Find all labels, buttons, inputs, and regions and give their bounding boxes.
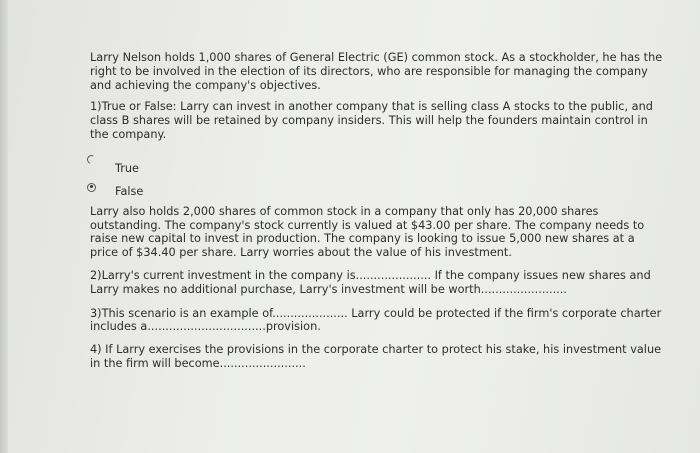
intro-text: Larry Nelson holds 1,000 shares of General Electric (GE) common stock. As a stockholder, he has the right to be involved in the election of its directors, who are responsible for managing the company and achieving the company's objectives. <box>90 51 663 92</box>
option-false-label: False <box>115 184 144 198</box>
radio-selected-icon[interactable] <box>87 183 96 192</box>
radio-unselected-icon[interactable] <box>86 154 98 166</box>
option-false[interactable] <box>90 179 665 205</box>
question-1-text: 1)True or False: Larry can invest in another company that is selling class A stocks to the public, and class B shares will be retained by company insiders. This will help the founders maintain control in the company. <box>90 100 653 141</box>
page-edge-shadow <box>0 0 8 453</box>
option-true[interactable] <box>90 156 665 179</box>
option-true-label: True <box>115 161 139 175</box>
question-2-text: 2)Larry's current investment in the company is..................... If the company issues new shares and Larry makes no additional purchase, Larry's investment will be worth........................ <box>90 268 651 296</box>
scenario-text: Larry also holds 2,000 shares of common stock in a company that only has 20,000 shares outstanding. The company's stock currently is valued at $43.00 per share. The company needs to raise new capital to invest in production. The company is looking to issue 5,000 new shares at a price of $34.40 per share. Larry worries about the value of his investment. <box>90 204 645 260</box>
question-4-text: 4) If Larry exercises the provisions in the corporate charter to protect his stake, his investment value in the firm will become........................ <box>90 343 662 370</box>
question-content <box>90 51 665 371</box>
question-3-text: 3)This scenario is an example of..................... Larry could be protected if the firm's corporate charter includes a.................................provision. <box>90 306 662 334</box>
